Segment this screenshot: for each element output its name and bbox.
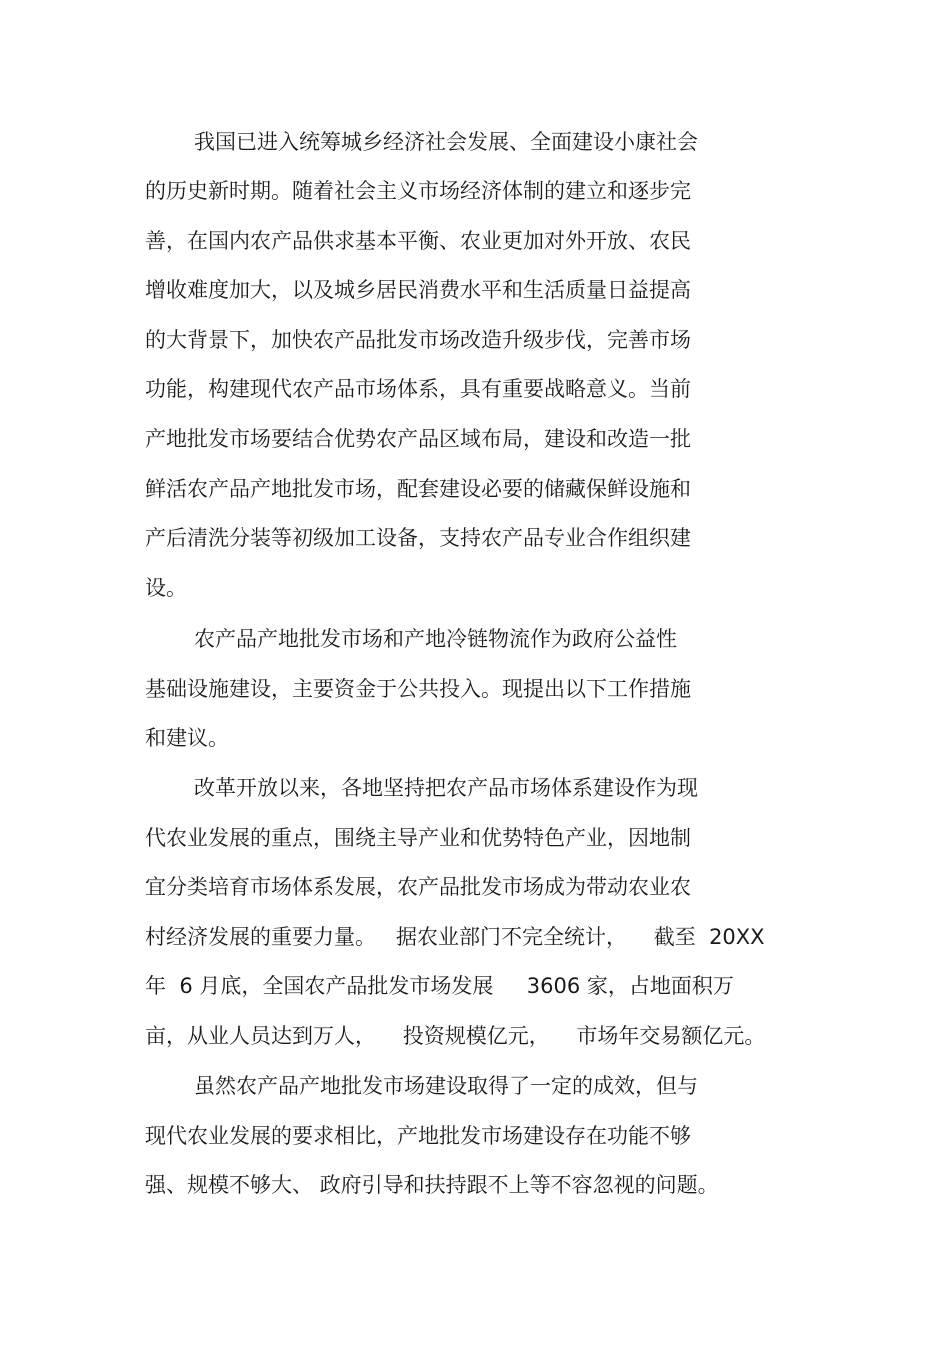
paragraph-1-line-7: 产地批发市场要结合优势农产品区域布局，建设和改造一批 — [145, 427, 691, 451]
paragraph-4-line-1: 虽然农产品产地批发市场建设取得了一定的成效，但与 — [194, 1074, 698, 1098]
paragraph-1-line-9: 产后清洗分装等初级加工设备，支持农产品专业合作组织建 — [145, 526, 691, 550]
paragraph-1-line-2: 的历史新时期。随着社会主义市场经济体制的建立和逐步完 — [145, 179, 691, 203]
paragraph-3-line-4: 村经济发展的重要力量。 据农业部门不完全统计， 截至 20XX — [145, 925, 765, 949]
paragraph-3-line-6: 亩，从业人员达到万人， 投资规模亿元， 市场年交易额亿元。 — [145, 1024, 766, 1048]
paragraph-1-line-4: 增收难度加大，以及城乡居民消费水平和生活质量日益提高 — [145, 278, 691, 302]
paragraph-3-line-3: 宜分类培育市场体系发展，农产品批发市场成为带动农业农 — [145, 875, 691, 899]
paragraph-2-line-3: 和建议。 — [145, 726, 229, 750]
paragraph-4-line-2: 现代农业发展的要求相比，产地批发市场建设存在功能不够 — [145, 1124, 691, 1148]
paragraph-4-line-3: 强、规模不够大、 政府引导和扶持跟不上等不容忽视的问题。 — [145, 1173, 719, 1197]
paragraph-1-line-8: 鲜活农产品产地批发市场，配套建设必要的储藏保鲜设施和 — [145, 477, 691, 501]
paragraph-2-line-2: 基础设施建设，主要资金于公共投入。现提出以下工作措施 — [145, 677, 691, 701]
paragraph-1-line-5: 的大背景下，加快农产品批发市场改造升级步伐，完善市场 — [145, 328, 691, 352]
paragraph-1-line-10: 设。 — [145, 576, 187, 600]
paragraph-1-line-3: 善，在国内农产品供求基本平衡、农业更加对外开放、农民 — [145, 229, 691, 253]
paragraph-1-line-6: 功能，构建现代农产品市场体系，具有重要战略意义。当前 — [145, 377, 691, 401]
paragraph-3-line-5: 年 6 月底，全国农产品批发市场发展 3606 家，占地面积万 — [145, 974, 734, 998]
paragraph-3-line-1: 改革开放以来，各地坚持把农产品市场体系建设作为现 — [194, 776, 698, 800]
paragraph-2-line-1: 农产品产地批发市场和产地冷链物流作为政府公益性 — [194, 627, 677, 651]
paragraph-1-line-1: 我国已进入统筹城乡经济社会发展、全面建设小康社会 — [194, 130, 698, 154]
paragraph-3-line-2: 代农业发展的重点，围绕主导产业和优势特色产业，因地制 — [145, 826, 691, 850]
